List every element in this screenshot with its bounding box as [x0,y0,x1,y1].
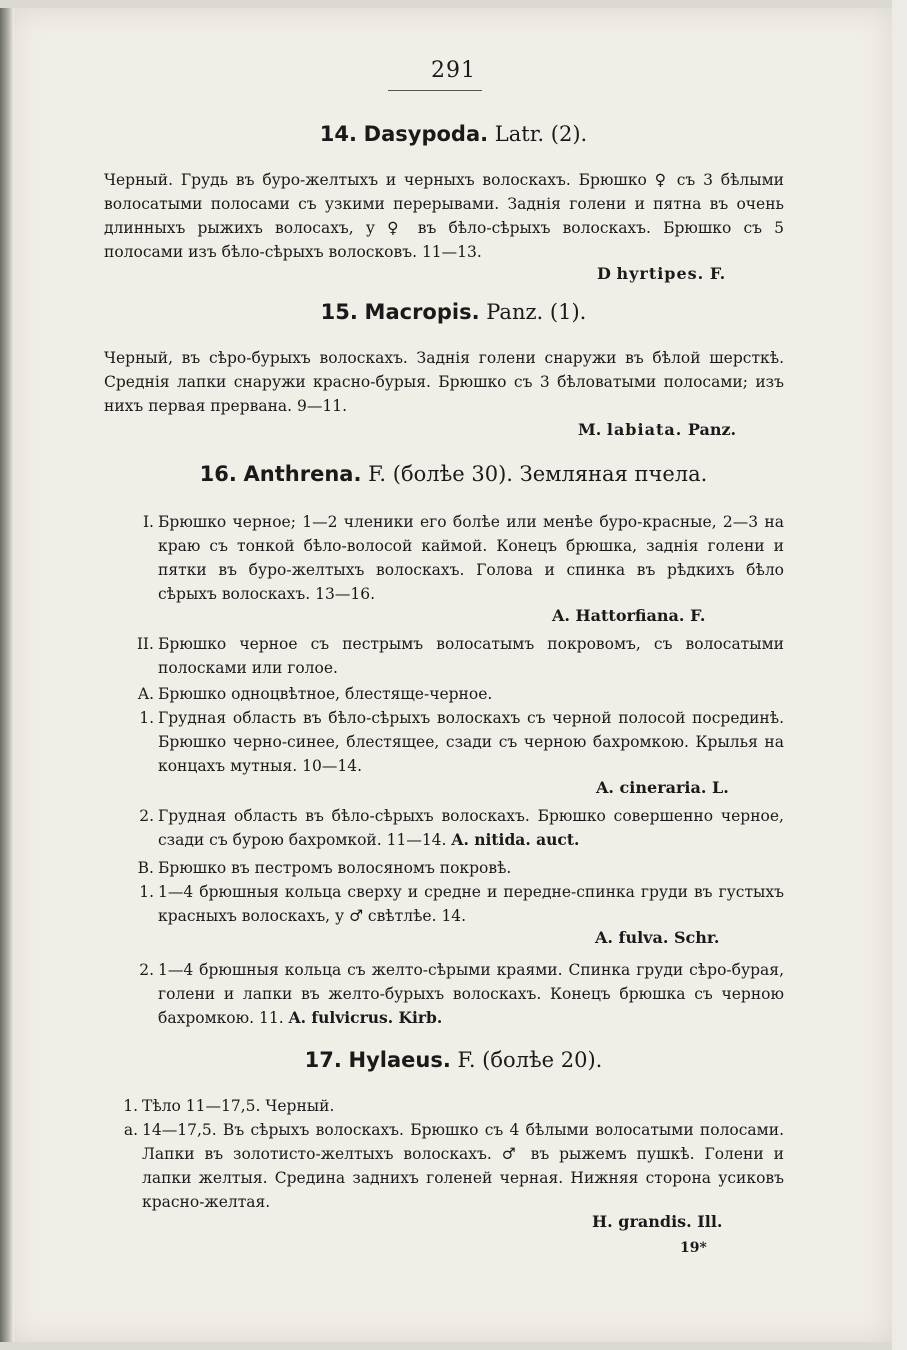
key-text: Брюшко черное; 1—2 членики его болѣе или менѣе буро-красные, 2—3 на краю съ тонкой бѣло-волосой каймой. Конецъ брюшка, заднія голени и пятки въ буро-желтыхъ волоскахъ. Голова и спинка въ рѣдкихъ бѣло сѣрыхъ волоскахъ. 13—16. [158,513,784,603]
key-text: Брюшко одноцвѣтное, блестяще-черное. [158,685,493,703]
key-item [137,682,784,706]
key-item [139,706,784,778]
key-item [123,1094,784,1118]
genus-name: Hylaeus. [348,1048,451,1072]
page-binding-edge [0,8,14,1342]
species-inline: A. nitida. auct. [451,830,580,849]
key-text: 14—17,5. Въ сѣрыхъ волоскахъ. Брюшко съ 4 бѣлыми волосатыми полосами. Лапки въ золотисто-желтыхъ волоскахъ. ♂ въ рыжемъ пушкѣ. Голени и лапки желтыя. Средина заднихъ голеней черная. Нижняя сторона усиковъ красно-желтая. [142,1121,784,1211]
key-item [136,632,784,680]
key-marker: A. [137,685,154,703]
species-line: A. cineraria. L. [596,778,729,797]
species-genus-abbr: D [597,264,611,283]
genus-name: Macropis. [364,300,480,324]
section-number: 16. [199,462,237,486]
section-description: Черный, въ сѣро-бурыхъ волоскахъ. Заднія голени снаружи въ бѣлой шерсткѣ. Среднія лапки снаружи красно-бурыя. Брюшко съ 3 бѣловатыми полосами; изъ нихъ первая прервана. 9—11. [104,349,784,415]
page-right-margin [892,0,907,1350]
key-marker: 2. [139,807,154,825]
key-marker: 2. [139,961,154,979]
page-number: 291 [431,58,476,83]
key-marker: I. [142,513,154,531]
key-item [139,880,784,928]
species-name: labiata. [606,420,683,439]
key-marker: 1. [123,1097,138,1115]
species-line: H. grandis. Ill. [592,1212,723,1231]
genus-author: F. (болѣе 30). Земляная пчела. [368,462,708,486]
header-rule [388,90,482,91]
key-text: 1—4 брюшныя кольца сверху и средне и передне-спинка груди въ густыхъ красныхъ волоскахъ, у ♂ свѣтлѣе. 14. [158,883,784,925]
section-heading-macropis [0,300,907,324]
key-item [139,958,784,1030]
key-text: Грудная область въ бѣло-сѣрыхъ волоскахъ. Брюшко совершенно черное, сзади съ бурою бахромкой. 11—14. [158,807,784,849]
genus-author: Panz. (1). [486,300,587,324]
key-marker: II. [136,635,154,653]
species-line [578,420,736,439]
species-name: hyrtipes. [616,264,705,283]
section-number: 14. [319,122,357,146]
genus-name: Anthrena. [243,462,362,486]
species-line: A. Hattorfiana. F. [552,606,706,625]
species-genus-abbr: M. [578,420,602,439]
key-text: Брюшко черное съ пестрымъ волосатымъ покровомъ, съ волосатыми полосками или голое. [158,635,784,677]
genus-name: Dasypoda. [363,122,489,146]
species-inline: A. fulvicrus. Kirb. [288,1008,443,1027]
genus-author: F. (болѣе 20). [457,1048,603,1072]
section-number: 17. [304,1048,342,1072]
key-marker: 1. [139,883,154,901]
species-author: F. [709,264,726,283]
key-item [123,1118,784,1214]
key-item [137,856,784,880]
species-line: A. fulva. Schr. [595,928,720,947]
printer-signature: 19* [680,1240,707,1256]
section-heading-hylaeus [0,1048,907,1072]
key-text: Тѣло 11—17,5. Черный. [142,1097,335,1115]
section-number: 15. [320,300,358,324]
species-author: Panz. [687,420,737,439]
key-text: Брюшко въ пестромъ волосяномъ покровѣ. [158,859,512,877]
key-text: Грудная область въ бѣло-сѣрыхъ волоскахъ съ черной полосой посрединѣ. Брюшко черно-синее, блестящее, сзади съ черною бахромкою. Крылья на концахъ мутныя. 10—14. [158,709,784,775]
key-item [142,510,784,606]
key-marker: 1. [139,709,154,727]
key-marker: a. [123,1121,138,1139]
genus-author: Latr. (2). [494,122,588,146]
key-marker: B. [137,859,154,877]
key-item [139,804,784,852]
section-heading-anthrena [0,462,907,486]
key-text: 1—4 брюшныя кольца съ желто-сѣрыми краями. Спинка груди сѣро-бурая, голени и лапки въ желто-бурыхъ волоскахъ. Конецъ брюшка съ черною бахромкою. 11. [158,961,784,1027]
section-heading-dasypoda [0,122,907,146]
section-description: Черный. Грудь въ буро-желтыхъ и черныхъ волоскахъ. Брюшко ♀ съ 3 бѣлыми волосатыми полосами съ узкими перерывами. Заднія голени и пятна въ очень длинныхъ рыжихъ волосахъ, у ♀ въ бѣло-сѣрыхъ волоскахъ. Брюшко съ 5 полосами изъ бѣло-сѣрыхъ волосковъ. 11—13. [104,171,784,261]
species-line [597,264,725,283]
